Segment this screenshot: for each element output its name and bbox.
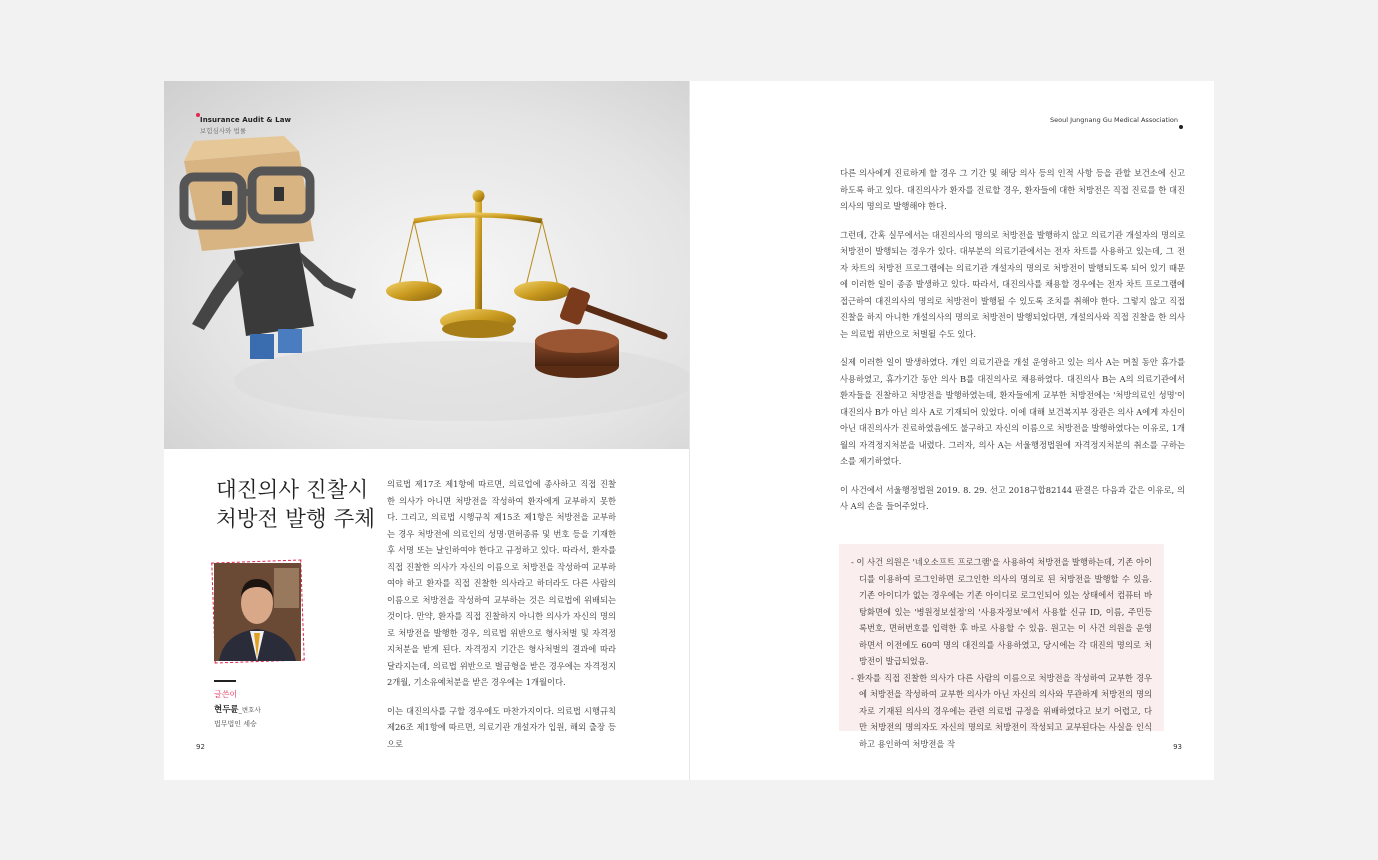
court-reasoning-list (839, 544, 1164, 752)
body-paragraph: 다른 의사에게 진료하게 할 경우 그 기간 및 해당 의사 등의 인적 사항 등을 관할 보건소에 신고하도록 하고 있다. 대진의사가 환자를 진료할 경우, 환자들에 대한 처방전은 직접 진료를 한 대진의사의 명의로 발행해야 한다. (840, 168, 1185, 211)
body-paragraph: 이 사건에서 서울행정법원 2019. 8. 29. 선고 2018구합82144 판결은 다음과 같은 이유로, 의사 A의 손을 들어주었다. (840, 484, 1185, 511)
association-dot (1179, 125, 1183, 129)
section-tag-ko: 보험심사와 법률 (200, 127, 247, 135)
body-paragraph: 의료법 제17조 제1항에 따르면, 의료업에 종사하고 직접 진찰한 의사가 아니면 처방전을 작성하여 환자에게 교부하지 못한다. 그리고, 의료법 시행규칙 제15조 제1항은 처방전을 교부하는 경우 처방전에 의료인의 성명·면허종류 및 번호 등을 기재한 후 서명 또는 날인하여야 한다고 규정하고 있다. 따라서, 환자를 직접 진찰한 의사가 자신의 이름으로 처방전을 작성하여 교부하여야 하고 환자를 직접 진찰한 의사라고 하더라도 다른 사람의 이름으로 처방전을 작성하여 교부하는 것은 의료법에 위배되는 것이다. 만약, 환자를 직접 진찰하지 아니한 의사가 자신의 명의로 처방전을 발행한 경우, 의료법 위반으로 형사처벌 및 자격정지처분을 받게 된다. 자격정지 기간은 형사처벌의 결과에 따라 달라지는데, 의료법 위반으로 벌금형을 받은 경우에는 자격정지 2개월, 기소유예처분을 받은 경우에는 1개월이다. (387, 479, 616, 687)
author-name: 현두륜 (214, 705, 239, 715)
robot-figure (184, 136, 356, 359)
author-role: _변호사 (238, 706, 261, 714)
page-number-right: 93 (1173, 743, 1182, 751)
section-tag (200, 116, 291, 135)
body-paragraph: 이는 대진의사를 구할 경우에도 마찬가지이다. 의료법 시행규칙 제26조 제1항에 따르면, 의료기관 개설자가 입원, 해외 출장 등으로 (387, 705, 616, 749)
author-portrait-art (214, 563, 301, 661)
hero-illustration-art (164, 81, 689, 449)
court-reasoning-item: - 이 사건 의원은 '네오소프트 프로그램'을 사용하여 처방전을 발행하는데, 기존 아이디를 이용하여 로그인하면 로그인한 의사의 명의로 된 처방전을 발행할 수 있음. 기존 아이디가 없는 경우에는 기존 아이디로 로그인되어 있는 상태에서 컴퓨터 바탕화면에 있는 '병원정보설정'의 '사용자정보'에서 사용할 신규 ID, 이름, 주민등록번호, 면허번호를 입력한 후 바로 사용할 수 있음. 원고는 이 사건 의원을 운영하면서 이전에도 60여 명의 대진의를 사용하였고, 당시에는 각 대진의 명의로 처방전이 발급되었음. (851, 557, 1152, 666)
left-page (164, 81, 689, 780)
body-paragraph: 실제 이러한 일이 발생하였다. 개인 의료기관을 개설 운영하고 있는 의사 A는 며칠 동안 휴가를 사용하였고, 휴가기간 동안 의사 B를 대진의사로 채용하였다. 대진의사 B는 A의 의료기관에서 환자들을 진찰하고 처방전을 발행하였는데, 환자들에게 교부한 처방전에는 '처방의료인 성명'이 대진의사 B가 아닌 의사 A로 기재되어 있었다. 이에 대해 보건복지부 장관은 의사 A에게 자신이 아닌 대진의사가 진료하였음에도 불구하고 자신의 이름으로 처방전을 발행하였다는 이유로, 1개월의 자격정지처분을 내렸다. 그러자, 의사 A는 서울행정법원에 자격정지처분의 취소를 구하는 소를 제기하였다. (840, 357, 1185, 466)
author-name-line (214, 703, 261, 715)
article-title (216, 476, 375, 534)
author-label: 글쓴이 (214, 690, 238, 699)
author-photo (214, 563, 301, 661)
left-body-text (387, 476, 616, 749)
scales-of-justice (386, 190, 570, 338)
article-title-line-2: 처방전 발행 주체 (216, 507, 376, 532)
section-tag-en: Insurance Audit & Law (200, 116, 292, 124)
association-name: Seoul Jungnang Gu Medical Association (1050, 116, 1178, 124)
page-number-left: 92 (196, 743, 205, 751)
court-reasoning-item: - 환자를 직접 진찰한 의사가 다른 사람의 이름으로 처방전을 작성하여 교부한 경우에 처방전을 작성하여 교부한 의사가 아닌 자신의 의사와 무관하게 처방전의 명의자로 기재된 의사의 경우에는 관련 의료법 규정을 위배하였다고 보기 어렵고, 다만 처방전의 명의자도 자신의 명의로 처방전이 작성되고 교부된다는 사실을 인식하고 용인하여 처방전을 작 (851, 672, 1152, 749)
right-body-text (840, 165, 1185, 527)
author-divider (214, 680, 236, 682)
hero-illustration (164, 81, 689, 449)
author-firm: 법무법인 세승 (214, 720, 257, 728)
author-photo-wrap (210, 559, 304, 663)
body-paragraph: 그런데, 간혹 실무에서는 대진의사의 명의로 처방전을 발행하지 않고 의료기관 개설자의 명의로 처방전이 발행되는 경우가 있다. 대부분의 의료기관에서는 전자 차트를 사용하고 있는데, 그 전자 차트의 처방전 프로그램에는 의료기관 개설자의 명의로 처방전이 발행되도록 되어 있기 때문에 이러한 일이 종종 발생하고 있다. 따라서, 대진의사를 채용할 경우에는 전자 차트 프로그램에 접근하여 대진의사의 명의로 처방전이 발행될 수 있도록 조치를 취해야 한다. 그렇지 않고 직접 진찰을 하지 아니한 개설의사의 명의로 처방전이 발행되었다면, 개설의사와 직접 진찰을 한 의사는 의료법 위반으로 처벌될 수도 있다. (840, 229, 1185, 339)
article-title-line-1: 대진의사 진찰시 (216, 478, 369, 503)
right-page (690, 81, 1214, 780)
court-reasoning-box (839, 544, 1164, 749)
section-dot (196, 113, 200, 117)
